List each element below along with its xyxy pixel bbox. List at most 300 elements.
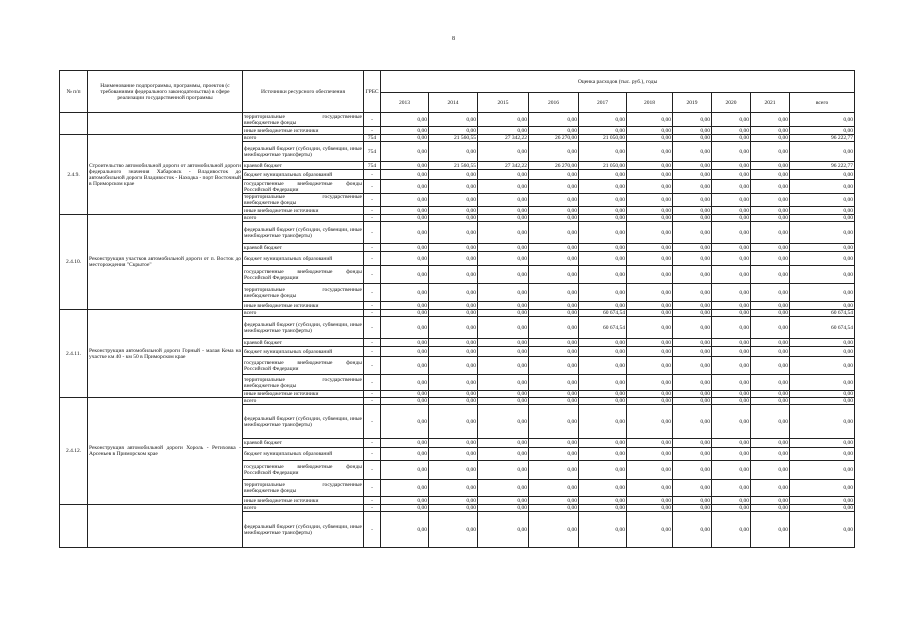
total-value: 60 674,54 xyxy=(790,310,855,317)
year-value: 0,00 xyxy=(478,480,529,497)
year-value: 0,00 xyxy=(627,347,673,357)
table-body xyxy=(60,113,855,548)
year-value: 21 560,55 xyxy=(429,135,478,142)
year-value: 0,00 xyxy=(478,497,529,505)
funding-source: территориальные государственные внебюджетные фонды xyxy=(244,113,362,126)
year-value: 0,00 xyxy=(529,207,579,215)
year-value: 0,00 xyxy=(627,266,673,284)
total-value: 96 222,77 xyxy=(790,135,855,142)
year-value: 0,00 xyxy=(529,194,579,207)
year-value: 0,00 xyxy=(673,215,712,222)
grbs-code: - xyxy=(364,127,381,135)
row-number: 2.4.9. xyxy=(60,135,88,215)
year-value: 0,00 xyxy=(429,302,478,310)
total-value: 0,00 xyxy=(790,398,855,405)
year-value: 0,00 xyxy=(429,439,478,448)
year-value: 0,00 xyxy=(478,512,529,548)
year-value: 0,00 xyxy=(429,222,478,244)
year-value: 60 674,54 xyxy=(579,317,627,339)
year-value: 0,00 xyxy=(712,135,751,142)
year-value: 0,00 xyxy=(627,194,673,207)
year-value: 0,00 xyxy=(579,347,627,357)
year-value: 0,00 xyxy=(429,207,478,215)
year-value: 0,00 xyxy=(478,375,529,391)
year-value: 0,00 xyxy=(673,170,712,180)
year-value: 0,00 xyxy=(429,339,478,347)
year-value: 0,00 xyxy=(381,302,429,310)
year-value: 0,00 xyxy=(381,357,429,375)
funding-source: краевой бюджет xyxy=(243,339,364,347)
budget-table xyxy=(59,70,855,548)
total-value: 0,00 xyxy=(790,480,855,497)
year-value: 0,00 xyxy=(627,391,673,398)
year-value: 0,00 xyxy=(627,461,673,480)
header-year: 2014 xyxy=(429,93,478,113)
grbs-code: - xyxy=(364,461,381,480)
grbs-code: - xyxy=(364,405,381,439)
total-value: 0,00 xyxy=(790,180,855,194)
year-value: 0,00 xyxy=(579,398,627,405)
year-value: 0,00 xyxy=(673,398,712,405)
year-value: 0,00 xyxy=(478,113,529,127)
project-title: Строительство автомобильной дороги от автомобильной дороги федерального значения Хабаровск - Владивосток до автомобильной дороги Владивосток - Находка - порт Восточный в Приморском крае xyxy=(88,135,243,215)
year-value: 0,00 xyxy=(478,391,529,398)
year-value: 0,00 xyxy=(529,317,579,339)
year-value: 0,00 xyxy=(529,357,579,375)
year-value: 0,00 xyxy=(673,127,712,135)
year-value: 0,00 xyxy=(429,357,478,375)
grbs-code: - xyxy=(364,480,381,497)
year-value: 0,00 xyxy=(381,398,429,405)
year-value: 0,00 xyxy=(478,244,529,252)
year-value: 0,00 xyxy=(381,439,429,448)
year-value: 0,00 xyxy=(712,194,751,207)
grbs-code: 754 xyxy=(364,162,381,170)
year-value: 0,00 xyxy=(627,339,673,347)
grbs-code: - xyxy=(364,391,381,398)
year-value: 0,00 xyxy=(712,505,751,512)
table-row xyxy=(60,310,855,317)
funding-source: федеральный бюджет (субсидии, субвенции, иные межбюджетные трансферты) xyxy=(243,222,364,244)
year-value: 0,00 xyxy=(627,302,673,310)
grbs-code: - xyxy=(364,375,381,391)
header-year: 2021 xyxy=(751,93,790,113)
year-value: 0,00 xyxy=(712,375,751,391)
year-value: 0,00 xyxy=(673,497,712,505)
total-value: 0,00 xyxy=(790,497,855,505)
year-value: 0,00 xyxy=(529,497,579,505)
year-value: 0,00 xyxy=(673,461,712,480)
year-value: 0,00 xyxy=(627,448,673,461)
year-value: 0,00 xyxy=(712,244,751,252)
funding-source: государственные внебюджетные фонды Российской Федерации xyxy=(243,461,364,480)
year-value: 0,00 xyxy=(478,252,529,266)
year-value: 0,00 xyxy=(673,244,712,252)
grbs-code: - xyxy=(364,284,381,302)
year-value: 0,00 xyxy=(478,194,529,207)
year-value: 0,00 xyxy=(529,222,579,244)
year-value: 0,00 xyxy=(712,162,751,170)
year-value: 0,00 xyxy=(627,180,673,194)
year-value: 0,00 xyxy=(529,480,579,497)
year-value: 0,00 xyxy=(529,391,579,398)
year-value: 0,00 xyxy=(673,310,712,317)
year-value: 0,00 xyxy=(673,357,712,375)
year-value: 0,00 xyxy=(529,113,579,127)
year-value: 0,00 xyxy=(478,170,529,180)
year-value: 0,00 xyxy=(751,127,790,135)
year-value: 0,00 xyxy=(673,207,712,215)
year-value: 0,00 xyxy=(751,142,790,162)
grbs-code: - xyxy=(364,439,381,448)
year-value: 0,00 xyxy=(751,222,790,244)
year-value: 0,00 xyxy=(627,127,673,135)
year-value: 0,00 xyxy=(627,284,673,302)
year-value: 0,00 xyxy=(579,194,627,207)
year-value: 0,00 xyxy=(751,512,790,548)
year-value: 0,00 xyxy=(673,162,712,170)
year-value: 0,00 xyxy=(381,461,429,480)
year-value: 0,00 xyxy=(529,439,579,448)
project-title: Реконструкция автомобильной дороги Горный - малая Кема на участке км 40 - км 50 в Приморском крае xyxy=(88,310,243,398)
year-value: 0,00 xyxy=(579,284,627,302)
year-value: 0,00 xyxy=(381,310,429,317)
year-value: 0,00 xyxy=(381,142,429,162)
year-value: 0,00 xyxy=(673,180,712,194)
header-number: № п/п xyxy=(60,71,88,113)
year-value: 0,00 xyxy=(478,180,529,194)
header-year: 2015 xyxy=(478,93,529,113)
total-value: 0,00 xyxy=(790,194,855,207)
year-value: 0,00 xyxy=(529,461,579,480)
year-value: 0,00 xyxy=(579,480,627,497)
year-value: 0,00 xyxy=(712,391,751,398)
year-value: 0,00 xyxy=(579,391,627,398)
grbs-code: 754 xyxy=(364,142,381,162)
year-value: 0,00 xyxy=(579,113,627,127)
total-value: 0,00 xyxy=(790,505,855,512)
year-value: 0,00 xyxy=(529,398,579,405)
year-value: 0,00 xyxy=(381,244,429,252)
year-value: 0,00 xyxy=(579,512,627,548)
year-value: 0,00 xyxy=(429,244,478,252)
year-value: 0,00 xyxy=(673,391,712,398)
total-value: 0,00 xyxy=(790,142,855,162)
year-value: 0,00 xyxy=(751,162,790,170)
year-value: 0,00 xyxy=(381,135,429,142)
year-value: 0,00 xyxy=(478,142,529,162)
year-value: 0,00 xyxy=(381,512,429,548)
year-value: 0,00 xyxy=(751,357,790,375)
year-value: 0,00 xyxy=(429,284,478,302)
total-value: 0,00 xyxy=(790,207,855,215)
year-value: 0,00 xyxy=(627,505,673,512)
funding-source: государственные внебюджетные фонды Российской Федерации xyxy=(243,357,364,375)
year-value: 0,00 xyxy=(751,266,790,284)
year-value: 0,00 xyxy=(529,375,579,391)
grbs-code: - xyxy=(364,266,381,284)
year-value: 0,00 xyxy=(478,317,529,339)
table-header xyxy=(60,71,855,113)
year-value: 0,00 xyxy=(579,170,627,180)
grbs-code: - xyxy=(364,310,381,317)
total-value: 60 674,54 xyxy=(790,317,855,339)
table-row xyxy=(60,113,855,127)
year-value: 0,00 xyxy=(712,357,751,375)
funding-source: государственные внебюджетные фонды Российской Федерации xyxy=(243,266,364,284)
year-value: 0,00 xyxy=(381,448,429,461)
year-value: 0,00 xyxy=(579,127,627,135)
project-title: Реконструкция участков автомобильной дороги от п. Восток до месторождения "Скрытое" xyxy=(88,215,243,310)
year-value: 0,00 xyxy=(673,194,712,207)
year-value: 0,00 xyxy=(429,405,478,439)
year-value: 0,00 xyxy=(627,512,673,548)
grbs-code: - xyxy=(364,357,381,375)
year-value: 0,00 xyxy=(627,142,673,162)
year-value: 0,00 xyxy=(429,317,478,339)
total-value: 0,00 xyxy=(790,357,855,375)
year-value: 0,00 xyxy=(381,317,429,339)
year-value: 0,00 xyxy=(673,347,712,357)
total-value: 0,00 xyxy=(790,244,855,252)
total-value: 0,00 xyxy=(790,170,855,180)
total-value: 0,00 xyxy=(790,339,855,347)
year-value: 0,00 xyxy=(751,180,790,194)
year-value: 0,00 xyxy=(673,512,712,548)
grbs-code: - xyxy=(364,448,381,461)
year-value: 0,00 xyxy=(529,180,579,194)
year-value: 0,00 xyxy=(429,398,478,405)
year-value: 0,00 xyxy=(381,480,429,497)
year-value: 21 560,55 xyxy=(429,162,478,170)
year-value: 0,00 xyxy=(751,207,790,215)
header-year: 2017 xyxy=(579,93,627,113)
year-value: 0,00 xyxy=(712,405,751,439)
funding-source: бюджет муниципальных образований xyxy=(243,252,364,266)
row-number: 2.4.12. xyxy=(60,398,88,505)
year-value: 0,00 xyxy=(627,439,673,448)
year-value: 0,00 xyxy=(673,135,712,142)
year-value: 0,00 xyxy=(627,357,673,375)
total-value: 0,00 xyxy=(790,284,855,302)
year-value: 0,00 xyxy=(712,127,751,135)
total-value: 0,00 xyxy=(790,405,855,439)
grbs-code: - xyxy=(364,398,381,405)
year-value: 27 342,22 xyxy=(478,135,529,142)
year-value: 0,00 xyxy=(529,127,579,135)
year-value: 0,00 xyxy=(673,113,712,127)
total-value: 0,00 xyxy=(790,375,855,391)
year-value: 0,00 xyxy=(529,405,579,439)
year-value: 0,00 xyxy=(712,439,751,448)
year-value: 0,00 xyxy=(529,347,579,357)
grbs-code: - xyxy=(364,252,381,266)
year-value: 0,00 xyxy=(751,252,790,266)
year-value: 0,00 xyxy=(712,448,751,461)
year-value: 0,00 xyxy=(529,284,579,302)
funding-source: всего xyxy=(243,310,364,317)
year-value: 0,00 xyxy=(673,405,712,439)
year-value: 0,00 xyxy=(751,215,790,222)
total-value: 0,00 xyxy=(790,448,855,461)
year-value: 0,00 xyxy=(712,339,751,347)
year-value: 0,00 xyxy=(673,375,712,391)
funding-source: иные внебюджетные источники xyxy=(243,207,364,215)
year-value: 0,00 xyxy=(478,405,529,439)
grbs-code: - xyxy=(364,497,381,505)
year-value: 0,00 xyxy=(579,448,627,461)
funding-source: территориальные государственные внебюджетные фонды xyxy=(244,376,362,389)
total-value: 0,00 xyxy=(790,252,855,266)
year-value: 0,00 xyxy=(712,142,751,162)
year-value: 0,00 xyxy=(381,252,429,266)
funding-source: территориальные государственные внебюджетные фонды xyxy=(244,194,362,206)
year-value: 0,00 xyxy=(381,266,429,284)
table-row xyxy=(60,505,855,512)
year-value: 0,00 xyxy=(429,391,478,398)
header-year: 2018 xyxy=(627,93,673,113)
year-value: 0,00 xyxy=(478,207,529,215)
year-value: 0,00 xyxy=(579,252,627,266)
funding-source: территориальные государственные внебюджетные фонды xyxy=(243,284,364,302)
year-value: 0,00 xyxy=(673,439,712,448)
year-value: 0,00 xyxy=(529,302,579,310)
row-number: 2.4.11. xyxy=(60,310,88,398)
year-value: 0,00 xyxy=(751,339,790,347)
year-value: 0,00 xyxy=(529,142,579,162)
year-value: 0,00 xyxy=(627,215,673,222)
header-year: 2013 xyxy=(381,93,429,113)
year-value: 0,00 xyxy=(627,480,673,497)
year-value: 0,00 xyxy=(627,398,673,405)
year-value: 0,00 xyxy=(579,180,627,194)
year-value: 21 050,00 xyxy=(579,162,627,170)
funding-source: всего xyxy=(243,135,364,142)
year-value: 0,00 xyxy=(381,215,429,222)
year-value: 0,00 xyxy=(673,284,712,302)
grbs-code: - xyxy=(364,339,381,347)
year-value: 0,00 xyxy=(579,357,627,375)
year-value: 0,00 xyxy=(579,339,627,347)
year-value: 0,00 xyxy=(529,310,579,317)
grbs-code: - xyxy=(364,244,381,252)
year-value: 0,00 xyxy=(429,505,478,512)
year-value: 0,00 xyxy=(673,252,712,266)
year-value: 0,00 xyxy=(478,505,529,512)
funding-source: федеральный бюджет (субсидии, субвенции, иные межбюджетные трансферты) xyxy=(243,512,364,548)
year-value: 0,00 xyxy=(529,244,579,252)
year-value: 0,00 xyxy=(529,252,579,266)
row-number xyxy=(60,505,88,548)
year-value: 0,00 xyxy=(429,142,478,162)
total-value: 96 222,77 xyxy=(790,162,855,170)
header-source: Источники ресурсного обеспечения xyxy=(243,71,364,113)
table-row xyxy=(60,215,855,222)
year-value: 0,00 xyxy=(712,317,751,339)
year-value: 0,00 xyxy=(381,207,429,215)
total-value: 0,00 xyxy=(790,439,855,448)
year-value: 0,00 xyxy=(529,505,579,512)
total-value: 0,00 xyxy=(790,127,855,135)
year-value: 0,00 xyxy=(751,391,790,398)
year-value: 0,00 xyxy=(429,252,478,266)
year-value: 0,00 xyxy=(579,215,627,222)
year-value: 0,00 xyxy=(381,391,429,398)
year-value: 0,00 xyxy=(429,194,478,207)
year-value: 0,00 xyxy=(751,135,790,142)
funding-source: федеральный бюджет (субсидии, субвенции, иные межбюджетные трансферты) xyxy=(243,405,364,439)
total-value: 0,00 xyxy=(790,302,855,310)
year-value: 0,00 xyxy=(529,339,579,347)
year-value: 0,00 xyxy=(751,405,790,439)
funding-source: бюджет муниципальных образований xyxy=(243,448,364,461)
total-value: 0,00 xyxy=(790,113,855,127)
year-value: 0,00 xyxy=(429,127,478,135)
funding-source: иные внебюджетные источники xyxy=(243,302,364,310)
grbs-code: - xyxy=(364,113,381,127)
year-value: 0,00 xyxy=(673,505,712,512)
year-value: 0,00 xyxy=(579,302,627,310)
year-value: 0,00 xyxy=(579,505,627,512)
year-value: 0,00 xyxy=(627,244,673,252)
header-total: всего xyxy=(790,93,855,113)
year-value: 0,00 xyxy=(627,310,673,317)
year-value: 0,00 xyxy=(627,222,673,244)
year-value: 0,00 xyxy=(381,113,429,127)
year-value: 0,00 xyxy=(579,461,627,480)
year-value: 0,00 xyxy=(712,207,751,215)
header-year: 2019 xyxy=(673,93,712,113)
year-value: 0,00 xyxy=(381,222,429,244)
year-value: 0,00 xyxy=(478,284,529,302)
year-value: 0,00 xyxy=(627,497,673,505)
year-value: 0,00 xyxy=(381,180,429,194)
grbs-code: - xyxy=(364,180,381,194)
year-value: 0,00 xyxy=(712,480,751,497)
year-value: 0,00 xyxy=(381,497,429,505)
grbs-code: - xyxy=(364,347,381,357)
year-value: 0,00 xyxy=(673,302,712,310)
year-value: 0,00 xyxy=(579,375,627,391)
year-value: 26 270,00 xyxy=(529,135,579,142)
year-value: 0,00 xyxy=(751,461,790,480)
total-value: 0,00 xyxy=(790,266,855,284)
funding-source: бюджет муниципальных образований xyxy=(243,170,364,180)
year-value: 0,00 xyxy=(579,405,627,439)
year-value: 0,00 xyxy=(712,497,751,505)
project-title xyxy=(88,505,243,548)
funding-source: иные внебюджетные источники xyxy=(243,497,364,505)
project-title xyxy=(88,113,243,135)
page-number: 8 xyxy=(452,36,455,42)
year-value: 0,00 xyxy=(751,317,790,339)
year-value: 0,00 xyxy=(381,505,429,512)
year-value: 0,00 xyxy=(429,215,478,222)
year-value: 60 674,54 xyxy=(579,310,627,317)
grbs-code: - xyxy=(364,222,381,244)
year-value: 0,00 xyxy=(627,317,673,339)
grbs-code: - xyxy=(364,317,381,339)
year-value: 0,00 xyxy=(673,142,712,162)
year-value: 0,00 xyxy=(627,135,673,142)
year-value: 0,00 xyxy=(429,480,478,497)
year-value: 0,00 xyxy=(478,461,529,480)
year-value: 0,00 xyxy=(673,339,712,347)
year-value: 0,00 xyxy=(712,302,751,310)
year-value: 0,00 xyxy=(478,266,529,284)
grbs-code: - xyxy=(364,512,381,548)
row-number xyxy=(60,113,88,135)
